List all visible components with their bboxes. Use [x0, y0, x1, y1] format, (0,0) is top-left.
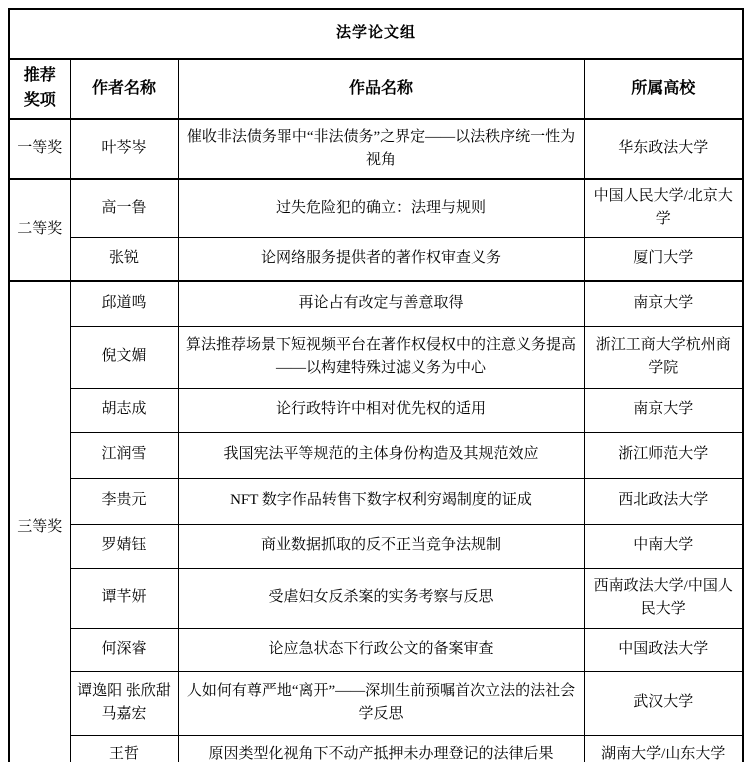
university-cell: 浙江师范大学 — [584, 432, 743, 478]
work-cell: 催收非法债务罪中“非法债务”之界定——以法秩序统一性为视角 — [178, 119, 584, 179]
university-cell: 中南大学 — [584, 524, 743, 568]
table-row — [9, 628, 743, 671]
table-row — [9, 568, 743, 628]
university-cell: 厦门大学 — [584, 237, 743, 281]
award-cell: 二等奖 — [9, 179, 70, 281]
author-cell: 高一鲁 — [70, 179, 178, 237]
work-cell: 我国宪法平等规范的主体身份构造及其规范效应 — [178, 432, 584, 478]
table-title: 法学论文组 — [9, 9, 743, 59]
author-cell: 谭芊妍 — [70, 568, 178, 628]
university-cell: 中国人民大学/北京大学 — [584, 179, 743, 237]
work-cell: 算法推荐场景下短视频平台在著作权侵权中的注意义务提高——以构建特殊过滤义务为中心 — [178, 326, 584, 388]
author-cell: 何深睿 — [70, 628, 178, 671]
university-cell: 南京大学 — [584, 388, 743, 432]
award-cell: 一等奖 — [9, 119, 70, 179]
university-cell: 湖南大学/山东大学 — [584, 735, 743, 762]
award-cell: 三等奖 — [9, 281, 70, 762]
work-cell: 论行政特许中相对优先权的适用 — [178, 388, 584, 432]
university-cell: 中国政法大学 — [584, 628, 743, 671]
author-cell: 江润雪 — [70, 432, 178, 478]
work-cell: 论应急状态下行政公文的备案审查 — [178, 628, 584, 671]
table-row — [9, 119, 743, 179]
table-header-row — [9, 59, 743, 119]
work-cell: 人如何有尊严地“离开”——深圳生前预嘱首次立法的法社会学反思 — [178, 671, 584, 735]
author-cell: 邱道鸣 — [70, 281, 178, 326]
table-row — [9, 179, 743, 237]
column-header-author: 作者名称 — [70, 59, 178, 119]
author-cell: 胡志成 — [70, 388, 178, 432]
table-row — [9, 388, 743, 432]
author-cell: 罗婧钰 — [70, 524, 178, 568]
work-cell: 原因类型化视角下不动产抵押未办理登记的法律后果 — [178, 735, 584, 762]
table-row — [9, 478, 743, 524]
awards-table — [8, 8, 744, 762]
column-header-award: 推荐奖项 — [9, 59, 70, 119]
work-cell: 论网络服务提供者的著作权审查义务 — [178, 237, 584, 281]
table-title-row — [9, 9, 743, 59]
work-cell: 过失危险犯的确立：法理与规则 — [178, 179, 584, 237]
university-cell: 西北政法大学 — [584, 478, 743, 524]
table-row — [9, 281, 743, 326]
author-cell: 叶芩岑 — [70, 119, 178, 179]
awards-table-body — [9, 119, 743, 762]
table-row — [9, 735, 743, 762]
university-cell: 浙江工商大学杭州商学院 — [584, 326, 743, 388]
table-row — [9, 524, 743, 568]
work-cell: 受虐妇女反杀案的实务考察与反思 — [178, 568, 584, 628]
column-header-work: 作品名称 — [178, 59, 584, 119]
author-cell: 李贵元 — [70, 478, 178, 524]
work-cell: 再论占有改定与善意取得 — [178, 281, 584, 326]
column-header-university: 所属高校 — [584, 59, 743, 119]
table-row — [9, 432, 743, 478]
university-cell: 南京大学 — [584, 281, 743, 326]
table-row — [9, 237, 743, 281]
author-cell: 倪文媚 — [70, 326, 178, 388]
work-cell: 商业数据抓取的反不正当竞争法规制 — [178, 524, 584, 568]
university-cell: 武汉大学 — [584, 671, 743, 735]
university-cell: 华东政法大学 — [584, 119, 743, 179]
author-cell: 谭逸阳 张欣甜 马嘉宏 — [70, 671, 178, 735]
author-cell: 张锐 — [70, 237, 178, 281]
university-cell: 西南政法大学/中国人民大学 — [584, 568, 743, 628]
table-row — [9, 326, 743, 388]
table-row — [9, 671, 743, 735]
author-cell: 王哲 — [70, 735, 178, 762]
work-cell: NFT 数字作品转售下数字权利穷竭制度的证成 — [178, 478, 584, 524]
